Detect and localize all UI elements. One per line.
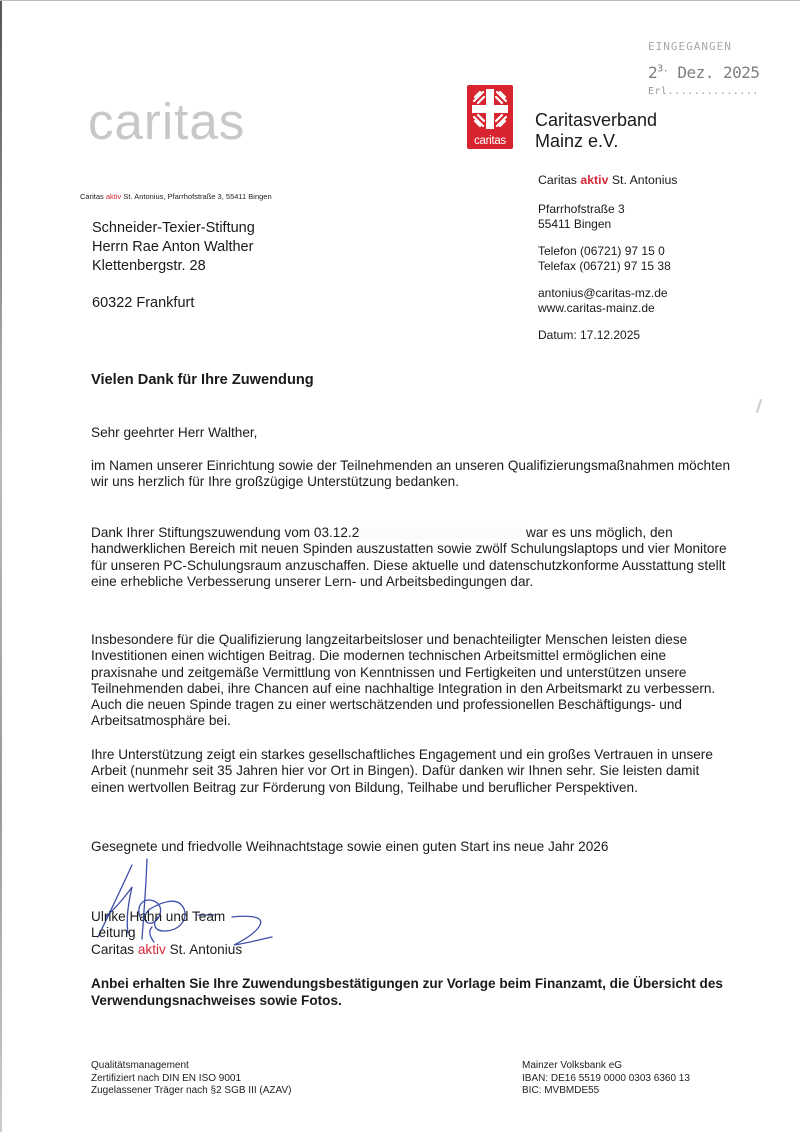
paragraph-3: Insbesondere für die Qualifizierung langzeitarbeitsloser und benachteiligter Menschen leisten diese Investitionen einen wichtigen Beitrag. Die modernen technischen Arbeitsmittel ermöglichen eine praxisnahe und zeitgemäße Vermittlung von Kenntnissen und Fertigkeiten und unterstützen unsere Teilnehmenden dabei, ihre Chancen auf eine nachhaltige Integration in den Arbeitsmarkt zu verbessern. Auch die neuen Spinde tragen zu einer wertschätzenden und professionellen Beschäftigungs- und Arbeitsatmosphäre bei. <box>91 632 716 729</box>
sender-highlight: aktiv <box>105 192 122 201</box>
enclosure-note: Anbei erhalten Sie Ihre Zuwendungsbestätigungen zur Vorlage beim Finanzamt, die Übersicht des Verwendungsnachweises sowie Fotos. <box>91 976 723 1008</box>
letter-subject: Vielen Dank für Ihre Zuwendung <box>91 372 314 388</box>
logo-caption: caritas <box>474 134 506 147</box>
contact-block <box>538 202 671 343</box>
recipient-street: Klettenbergstr. 28 <box>92 258 206 274</box>
signer-unit-highlight: aktiv <box>137 941 166 957</box>
bank-name: Mainzer Volksbank eG <box>522 1060 623 1071</box>
contact-fax: Telefax (06721) 97 15 38 <box>538 259 671 273</box>
scan-artifact <box>756 399 762 413</box>
salutation: Sehr geehrter Herr Walther, <box>91 425 258 440</box>
letter-date: Datum: 17.12.2025 <box>538 328 641 342</box>
closing-greeting: Gesegnete und friedvolle Weihnachtstage sowie einen guten Start ins neue Jahr 2026 <box>91 839 609 854</box>
caritas-wordmark: caritas <box>88 93 246 150</box>
contact-street: Pfarrhofstraße 3 <box>538 202 625 216</box>
signer-name: Ulrike Hahn und Team <box>91 909 226 924</box>
paragraph-2: Dank Ihrer Stiftungszuwendung vom 03.12.2 war es uns möglich, den handwerklichen Bereich mit neuen Spinden auszustatten sowie zwölf Schulungslaptops und vier Monitore für unseren PC-Schulungsraum anzuschaffen. Diese aktuelle und datenschutzkonforme Ausstattung stellt eine erhebliche Verbesserung unserer Lern- und Arbeitsbedingungen dar. <box>91 525 727 589</box>
paragraph-4: Ihre Unterstützung zeigt ein starkes gesellschaftliches Engagement und ein großes Vertrauen in unsere Arbeit (nunmehr seit 35 Jahren hier vor Ort in Bingen). Dafür danken wir Ihnen sehr. Sie leisten damit einen wertvollen Beitrag zur Förderung von Bildung, Teilhabe und beruflicher Perspektiven. <box>91 747 713 795</box>
organization-name: Caritasverband Mainz e.V. <box>535 110 658 151</box>
signer-unit: Caritas aktiv St. Antonius <box>91 941 243 957</box>
scan-edge-shadow <box>0 0 2 1132</box>
stamp-date: $2^{3.}$ Dez. 2025 <box>648 63 760 82</box>
recipient-name: Herrn Rae Anton Walther <box>92 239 254 255</box>
recipient-city: 60322 Frankfurt <box>92 295 195 311</box>
unit-highlight: aktiv <box>580 173 609 187</box>
recipient-organization: Schneider-Texier-Stiftung <box>92 220 255 236</box>
contact-phone: Telefon (06721) 97 15 0 <box>538 244 665 258</box>
received-stamp <box>648 40 760 97</box>
contact-website: www.caritas-mainz.de <box>538 301 655 315</box>
paragraph-1: im Namen unserer Einrichtung sowie der Teilnehmenden an unseren Qualifizierungsmaßnahmen möchten wir uns herzlich für Ihre großzügige Unterstützung bedanken. <box>91 458 730 490</box>
stamp-erledigt-line: Erl.............. <box>648 86 759 97</box>
caritas-flame-cross-icon <box>471 88 509 132</box>
footer-bank-details <box>522 1060 690 1098</box>
contact-email: antonius@caritas-mz.de <box>538 286 668 300</box>
bank-bic: BIC: MVBMDE55 <box>522 1085 600 1096</box>
scan-edge-top <box>0 0 800 1</box>
sender-return-address: Caritas aktiv St. Antonius, Pfarrhofstraße 3, 55411 Bingen <box>80 192 272 201</box>
caritas-logo <box>467 85 513 149</box>
signer-role: Leitung <box>91 925 136 941</box>
redacted-region <box>359 527 522 539</box>
stamp-received-label: EINGEGANGEN <box>648 40 732 53</box>
bank-iban: IBAN: DE16 5519 0000 0303 6360 13 <box>522 1072 690 1084</box>
footer-quality-management: Qualitätsmanagement Zertifiziert nach DIN EN ISO 9001 Zugelassener Träger nach §2 SGB III (AZAV) <box>91 1060 292 1096</box>
contact-city: 55411 Bingen <box>538 217 612 231</box>
signature-block <box>91 909 242 958</box>
recipient-address <box>92 219 255 313</box>
organization-unit: Caritas aktiv St. Antonius <box>538 173 678 187</box>
